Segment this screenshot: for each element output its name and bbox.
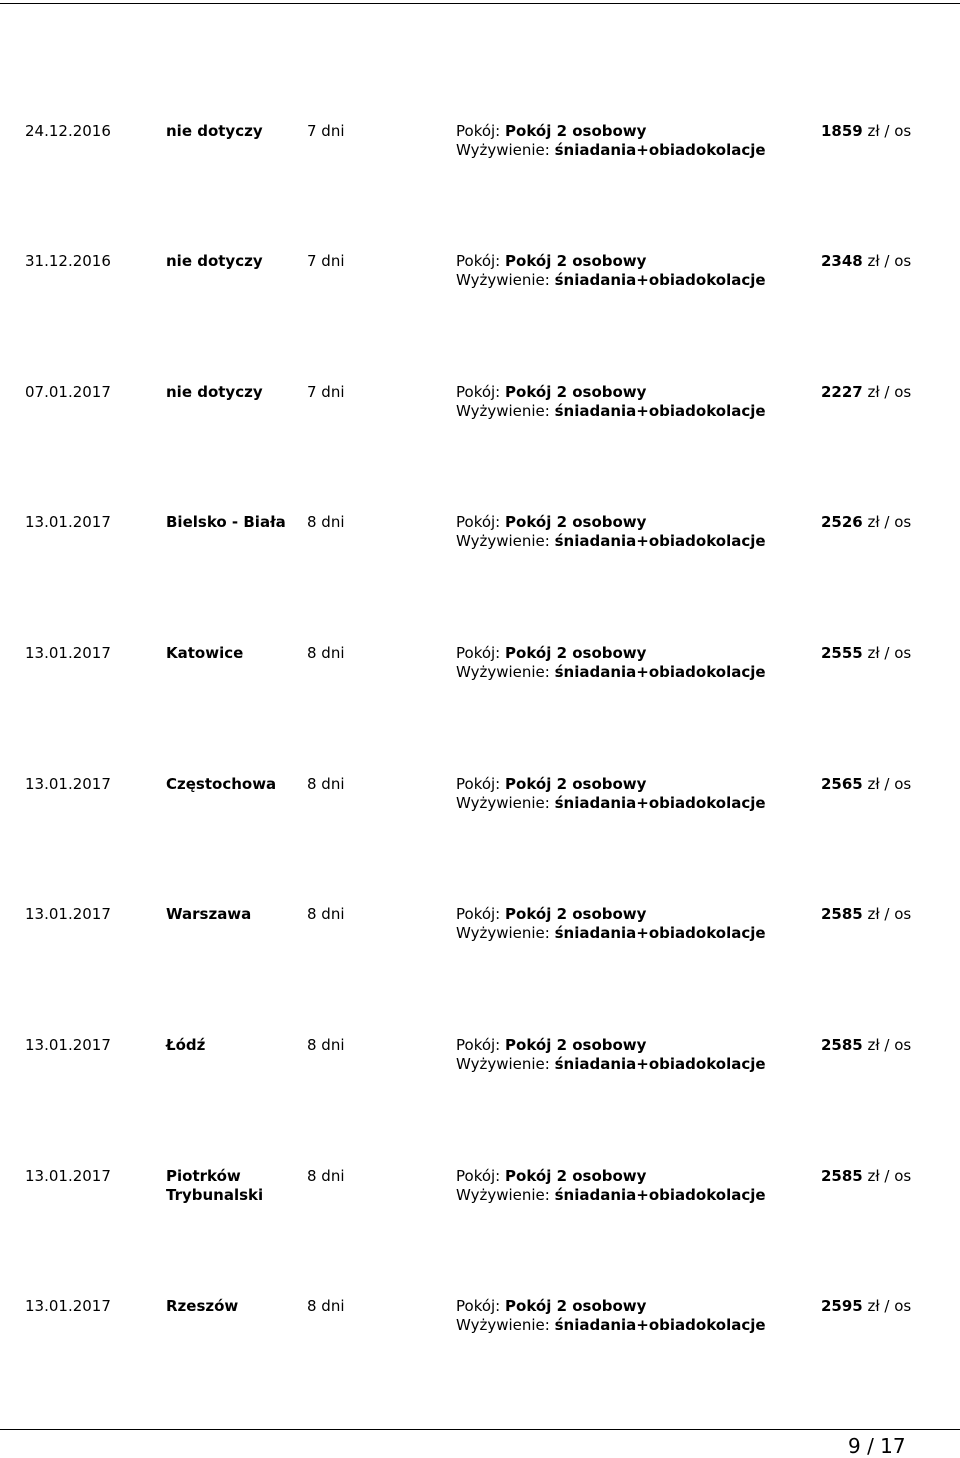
footer-rule xyxy=(0,1429,960,1430)
room-line xyxy=(456,905,766,924)
board-type: śniadania+obiadokolacje xyxy=(554,924,766,942)
room-label: Pokój: xyxy=(456,644,501,662)
room-label: Pokój: xyxy=(456,1167,501,1185)
price-unit: zł / os xyxy=(867,905,912,923)
offer-row xyxy=(0,644,960,704)
room-type: Pokój 2 osobowy xyxy=(505,905,647,923)
board-line xyxy=(456,141,766,160)
offer-details xyxy=(456,1167,766,1205)
board-line xyxy=(456,1316,766,1335)
board-line xyxy=(456,1055,766,1074)
offer-duration: 8 dni xyxy=(307,644,345,662)
room-type: Pokój 2 osobowy xyxy=(505,1036,647,1054)
offer-price xyxy=(821,1297,911,1316)
offer-date: 13.01.2017 xyxy=(25,513,111,531)
price-unit: zł / os xyxy=(867,383,912,401)
offer-price xyxy=(821,252,911,271)
offer-city: nie dotyczy xyxy=(166,252,263,270)
room-label: Pokój: xyxy=(456,905,501,923)
room-label: Pokój: xyxy=(456,513,501,531)
price-unit: zł / os xyxy=(867,252,912,270)
board-line xyxy=(456,532,766,551)
offer-details xyxy=(456,122,766,160)
page-number: 9 / 17 xyxy=(848,1434,906,1458)
room-line xyxy=(456,383,766,402)
board-type: śniadania+obiadokolacje xyxy=(554,794,766,812)
offer-details xyxy=(456,775,766,813)
price-value: 1859 xyxy=(821,122,863,140)
room-type: Pokój 2 osobowy xyxy=(505,644,647,662)
price-value: 2565 xyxy=(821,775,863,793)
room-line xyxy=(456,252,766,271)
offer-city: Katowice xyxy=(166,644,244,662)
room-label: Pokój: xyxy=(456,775,501,793)
board-label: Wyżywienie: xyxy=(456,1316,550,1334)
offer-city: Częstochowa xyxy=(166,775,277,793)
price-value: 2585 xyxy=(821,1167,863,1185)
offer-row xyxy=(0,1297,960,1357)
offer-row xyxy=(0,1036,960,1096)
offer-duration: 7 dni xyxy=(307,383,345,401)
price-value: 2526 xyxy=(821,513,863,531)
board-line xyxy=(456,402,766,421)
board-label: Wyżywienie: xyxy=(456,663,550,681)
offer-row xyxy=(0,383,960,443)
offer-price xyxy=(821,775,911,794)
price-value: 2585 xyxy=(821,1036,863,1054)
room-label: Pokój: xyxy=(456,383,501,401)
top-rule xyxy=(0,3,960,4)
price-value: 2348 xyxy=(821,252,863,270)
offer-price xyxy=(821,513,911,532)
offer-duration: 8 dni xyxy=(307,1297,345,1315)
price-unit: zł / os xyxy=(867,513,912,531)
price-unit: zł / os xyxy=(867,1297,912,1315)
price-unit: zł / os xyxy=(867,1036,912,1054)
room-line xyxy=(456,775,766,794)
offer-price xyxy=(821,1167,911,1186)
price-unit: zł / os xyxy=(867,122,912,140)
board-line xyxy=(456,1186,766,1205)
offer-details xyxy=(456,1036,766,1074)
offer-date: 13.01.2017 xyxy=(25,1167,111,1185)
room-line xyxy=(456,644,766,663)
price-value: 2595 xyxy=(821,1297,863,1315)
offer-date: 31.12.2016 xyxy=(25,252,111,270)
room-type: Pokój 2 osobowy xyxy=(505,252,647,270)
offer-price xyxy=(821,1036,911,1055)
room-label: Pokój: xyxy=(456,1036,501,1054)
board-type: śniadania+obiadokolacje xyxy=(554,1055,766,1073)
offer-city: nie dotyczy xyxy=(166,122,263,140)
offer-city: nie dotyczy xyxy=(166,383,263,401)
offer-row xyxy=(0,513,960,573)
room-type: Pokój 2 osobowy xyxy=(505,1297,647,1315)
offer-details xyxy=(456,513,766,551)
offer-date: 07.01.2017 xyxy=(25,383,111,401)
offer-date: 13.01.2017 xyxy=(25,775,111,793)
board-label: Wyżywienie: xyxy=(456,924,550,942)
board-line xyxy=(456,794,766,813)
room-label: Pokój: xyxy=(456,122,501,140)
room-type: Pokój 2 osobowy xyxy=(505,383,647,401)
board-type: śniadania+obiadokolacje xyxy=(554,532,766,550)
offer-duration: 8 dni xyxy=(307,513,345,531)
price-unit: zł / os xyxy=(867,775,912,793)
board-label: Wyżywienie: xyxy=(456,402,550,420)
room-type: Pokój 2 osobowy xyxy=(505,122,647,140)
offer-row xyxy=(0,122,960,182)
board-line xyxy=(456,924,766,943)
room-line xyxy=(456,1167,766,1186)
offer-duration: 8 dni xyxy=(307,1036,345,1054)
offer-duration: 7 dni xyxy=(307,252,345,270)
board-line xyxy=(456,663,766,682)
offer-row xyxy=(0,1167,960,1227)
board-type: śniadania+obiadokolacje xyxy=(554,1186,766,1204)
price-unit: zł / os xyxy=(867,1167,912,1185)
offer-details xyxy=(456,383,766,421)
offer-city: Łódź xyxy=(166,1036,206,1054)
offer-row xyxy=(0,905,960,965)
offer-price xyxy=(821,122,911,141)
room-type: Pokój 2 osobowy xyxy=(505,1167,647,1185)
price-value: 2227 xyxy=(821,383,863,401)
offer-details xyxy=(456,252,766,290)
board-label: Wyżywienie: xyxy=(456,141,550,159)
board-type: śniadania+obiadokolacje xyxy=(554,141,766,159)
board-label: Wyżywienie: xyxy=(456,532,550,550)
board-type: śniadania+obiadokolacje xyxy=(554,271,766,289)
price-value: 2555 xyxy=(821,644,863,662)
offer-details xyxy=(456,1297,766,1335)
offer-details xyxy=(456,905,766,943)
room-label: Pokój: xyxy=(456,252,501,270)
board-label: Wyżywienie: xyxy=(456,271,550,289)
offer-duration: 7 dni xyxy=(307,122,345,140)
offer-details xyxy=(456,644,766,682)
room-line xyxy=(456,513,766,532)
board-label: Wyżywienie: xyxy=(456,794,550,812)
room-type: Pokój 2 osobowy xyxy=(505,775,647,793)
offer-date: 13.01.2017 xyxy=(25,1297,111,1315)
room-line xyxy=(456,1036,766,1055)
offer-date: 13.01.2017 xyxy=(25,644,111,662)
offer-date: 13.01.2017 xyxy=(25,905,111,923)
price-value: 2585 xyxy=(821,905,863,923)
offer-duration: 8 dni xyxy=(307,1167,345,1185)
offer-date: 24.12.2016 xyxy=(25,122,111,140)
room-line xyxy=(456,1297,766,1316)
offer-date: 13.01.2017 xyxy=(25,1036,111,1054)
offer-city: Rzeszów xyxy=(166,1297,239,1315)
board-line xyxy=(456,271,766,290)
offer-price xyxy=(821,383,911,402)
price-unit: zł / os xyxy=(867,644,912,662)
board-type: śniadania+obiadokolacje xyxy=(554,663,766,681)
board-label: Wyżywienie: xyxy=(456,1186,550,1204)
offer-city: Warszawa xyxy=(166,905,252,923)
board-label: Wyżywienie: xyxy=(456,1055,550,1073)
board-type: śniadania+obiadokolacje xyxy=(554,1316,766,1334)
offer-city: Piotrków Trybunalski xyxy=(166,1167,264,1204)
offer-row xyxy=(0,252,960,312)
offer-price xyxy=(821,644,911,663)
board-type: śniadania+obiadokolacje xyxy=(554,402,766,420)
room-line xyxy=(456,122,766,141)
offer-duration: 8 dni xyxy=(307,775,345,793)
room-label: Pokój: xyxy=(456,1297,501,1315)
offer-city: Bielsko - Biała xyxy=(166,513,286,531)
offer-duration: 8 dni xyxy=(307,905,345,923)
room-type: Pokój 2 osobowy xyxy=(505,513,647,531)
offer-price xyxy=(821,905,911,924)
offer-row xyxy=(0,775,960,835)
